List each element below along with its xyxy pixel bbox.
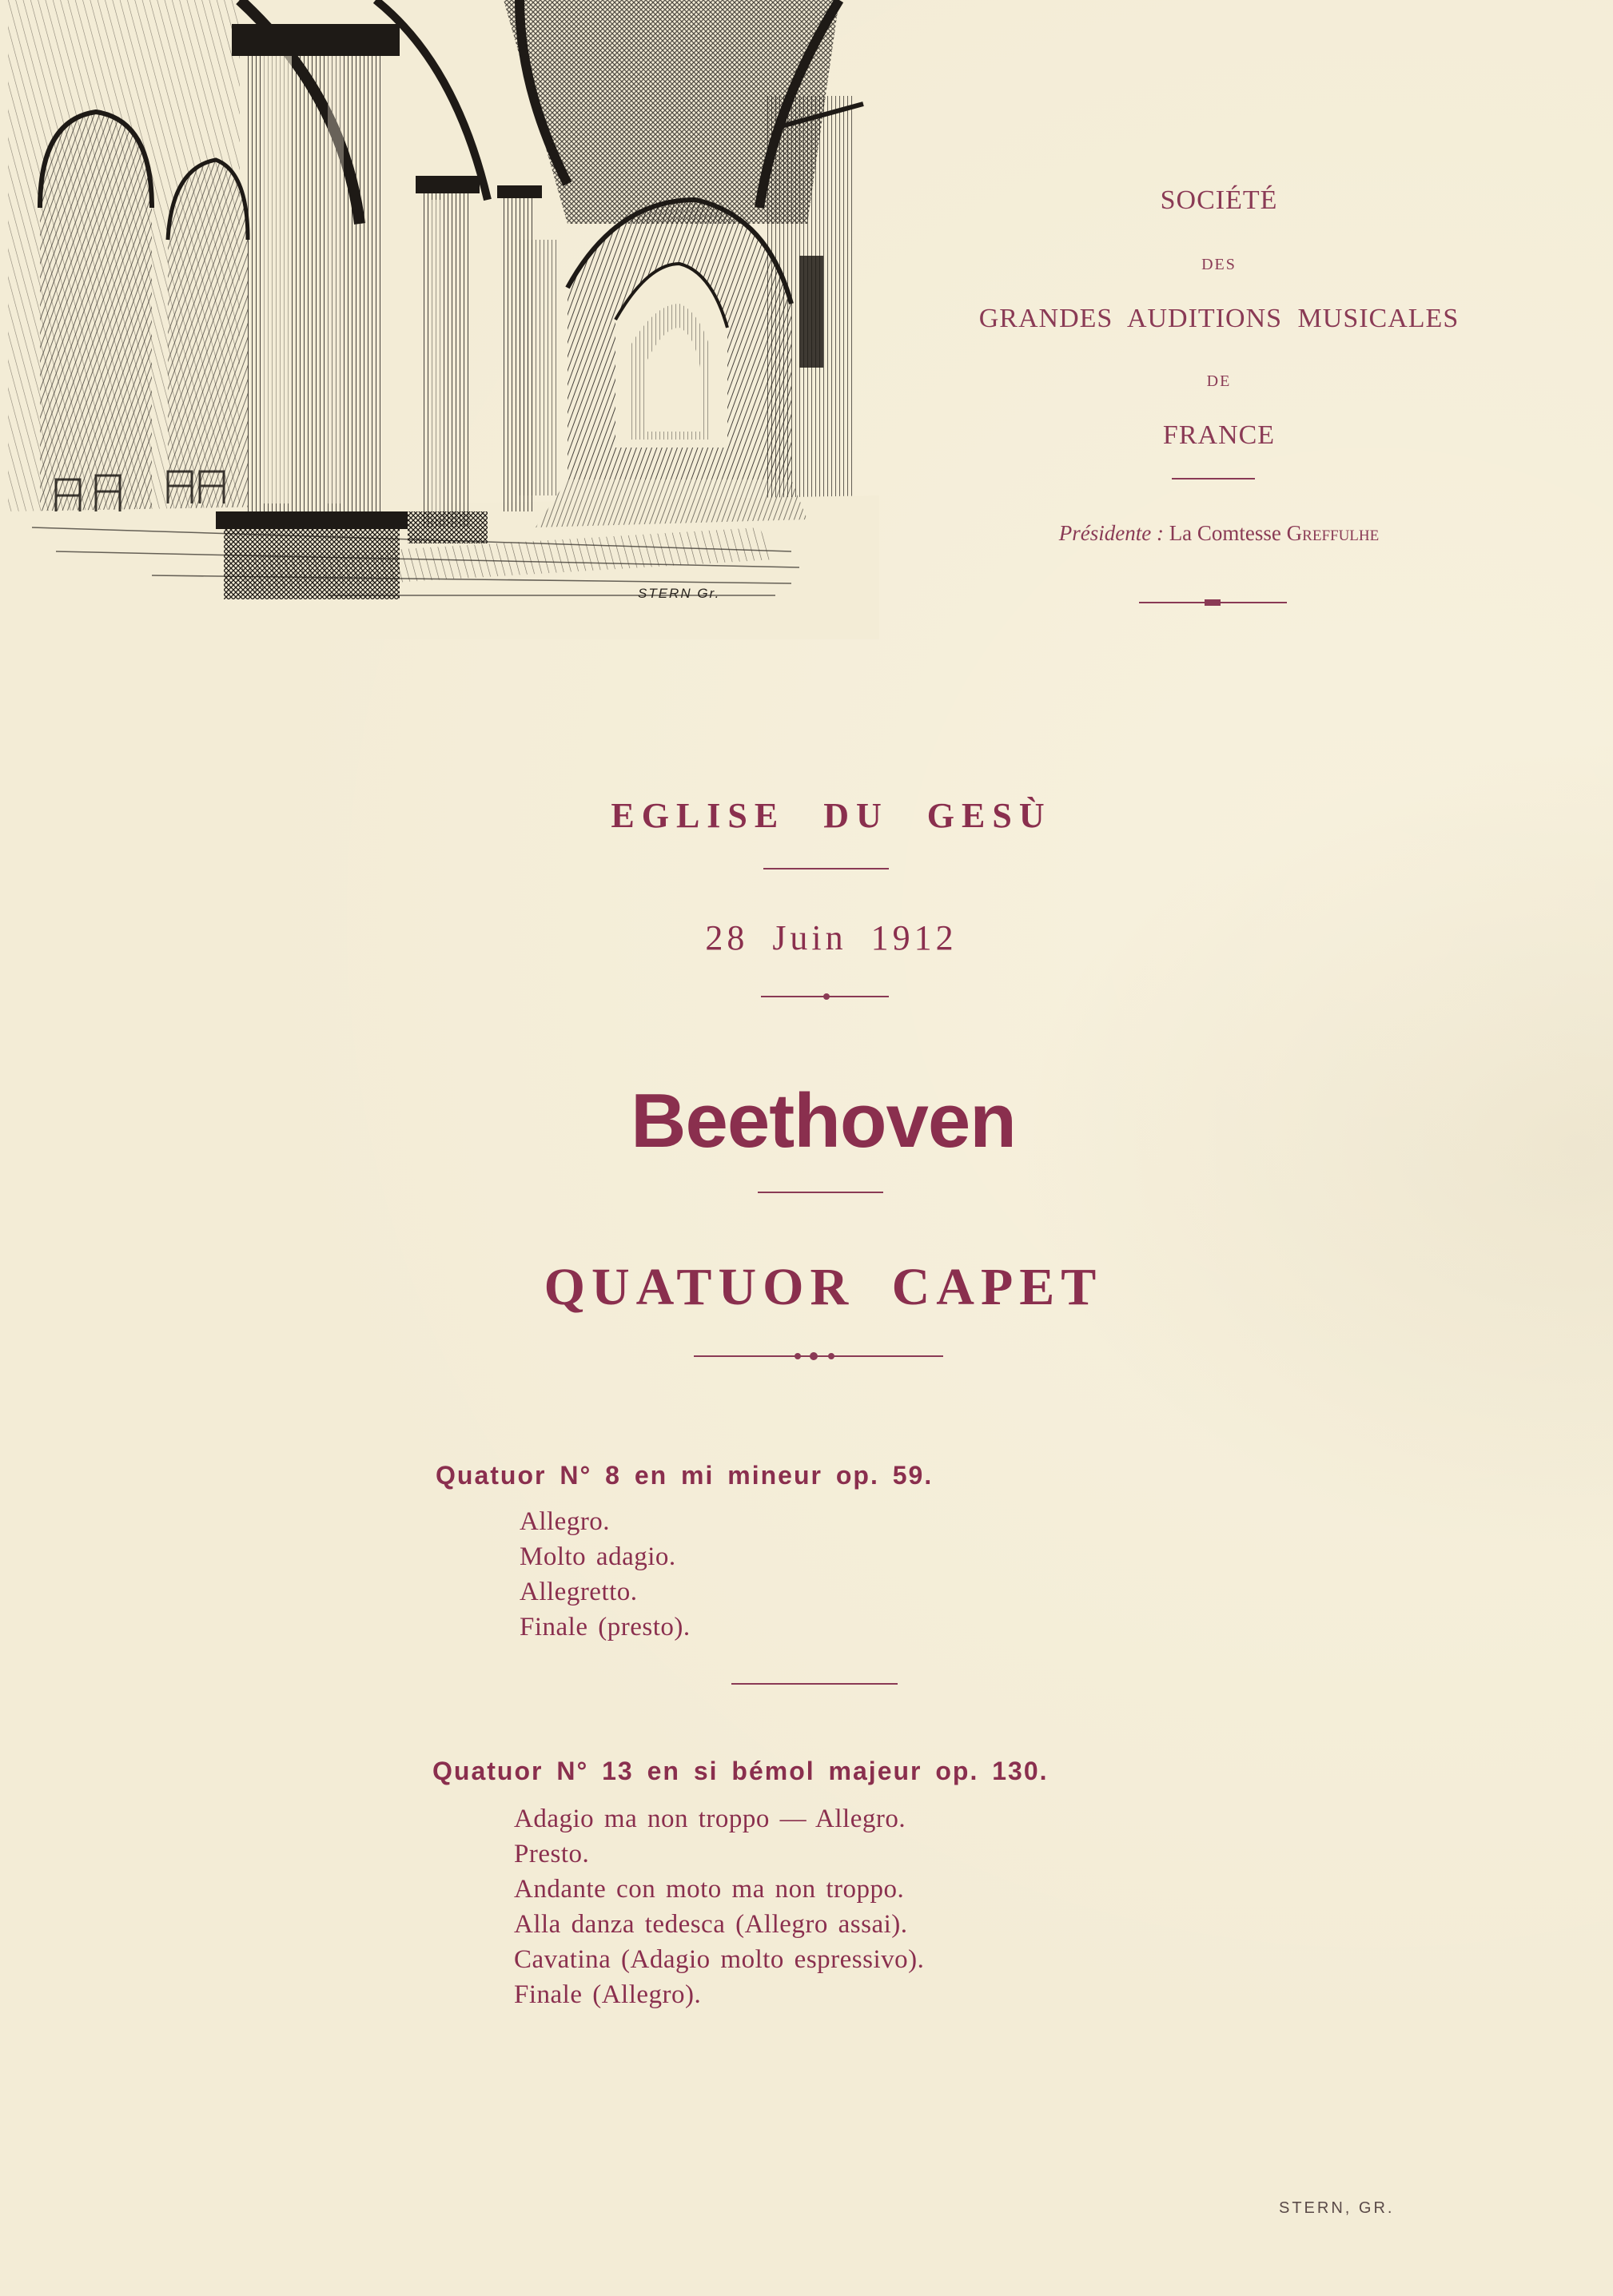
printer-credit: STERN, GR. — [1279, 2199, 1395, 2217]
society-line-3: GRANDES AUDITIONS MUSICALES — [978, 304, 1460, 333]
society-line-2: DES — [1201, 256, 1237, 273]
society-line-5: FRANCE — [1162, 420, 1276, 450]
venue-divider — [763, 868, 889, 869]
engraving-drawing — [8, 0, 879, 639]
movement-item: Molto adagio. — [520, 1542, 676, 1571]
ensemble-ornament — [694, 1349, 943, 1363]
movement-item: Finale (Allegro). — [514, 1980, 702, 2009]
movement-item: Andante con moto ma non troppo. — [514, 1875, 905, 1904]
movement-item: Finale (presto). — [520, 1613, 691, 1641]
program-divider — [731, 1683, 898, 1685]
work-title-1: Quatuor N° 8 en mi mineur op. 59. — [436, 1461, 934, 1490]
movement-item: Alla danza tedesca (Allegro assai). — [514, 1910, 908, 1939]
date-ornament — [761, 991, 889, 1002]
society-line-4: DE — [1206, 372, 1232, 390]
engraver-signature: STERN Gr. — [638, 586, 721, 601]
movement-item: Presto. — [514, 1840, 590, 1868]
president-prefix: La Comtesse — [1169, 521, 1281, 545]
composer-divider — [758, 1192, 883, 1193]
composer-name: Beethoven — [631, 1078, 1016, 1164]
venue: EGLISE DU GESÙ — [611, 796, 1052, 835]
movement-item: Adagio ma non troppo — Allegro. — [514, 1805, 906, 1833]
work-title-2: Quatuor N° 13 en si bémol majeur op. 130. — [432, 1757, 1049, 1785]
society-divider — [1172, 478, 1255, 479]
concert-date: 28 Juin 1912 — [705, 918, 958, 957]
movement-list-1 — [520, 1504, 691, 1645]
society-ornament — [1139, 596, 1287, 609]
president-label: Présidente : — [1058, 521, 1164, 545]
movement-item: Cavatina (Adagio molto espressivo). — [514, 1945, 925, 1974]
movement-item: Allegretto. — [520, 1578, 638, 1606]
cathedral-engraving — [8, 0, 879, 639]
ensemble-name: QUATUOR CAPET — [544, 1258, 1103, 1316]
society-line-1: SOCIÉTÉ — [1160, 185, 1278, 215]
movement-list-2 — [514, 1801, 924, 2012]
president-line — [919, 521, 1519, 546]
movement-item: Allegro. — [520, 1507, 611, 1536]
president-name: Greffulhe — [1286, 521, 1380, 545]
